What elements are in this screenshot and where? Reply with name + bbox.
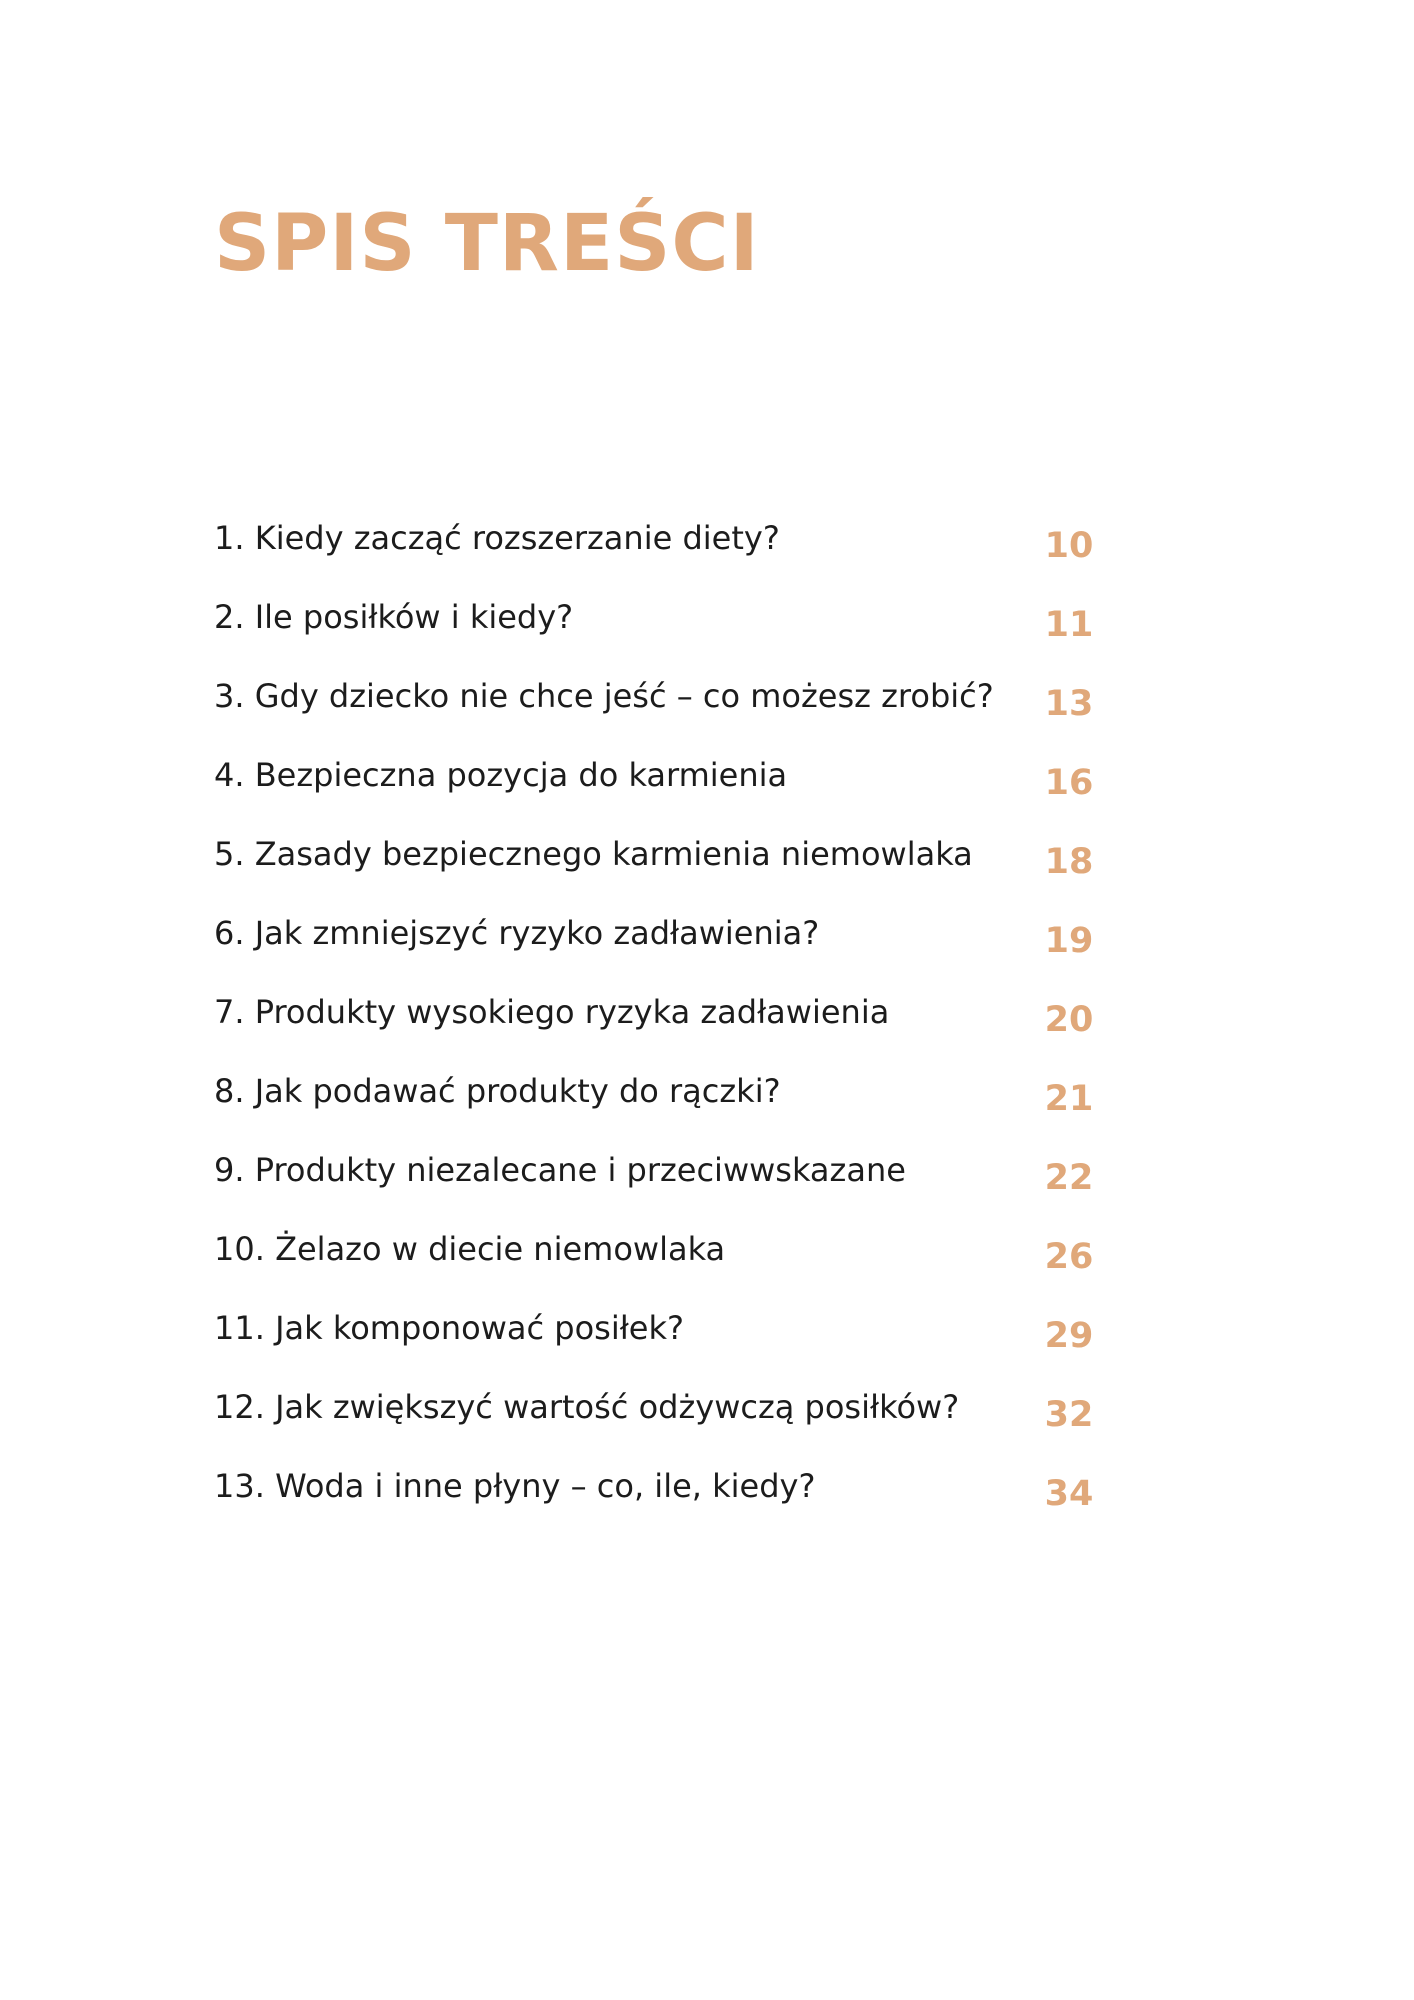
toc-entry[interactable] <box>214 979 1134 1058</box>
toc-entry[interactable] <box>214 1295 1134 1374</box>
toc-entry-label: 5. Zasady bezpiecznego karmienia niemowlaka <box>214 835 973 873</box>
toc-entry-label: 10. Żelazo w diecie niemowlaka <box>214 1230 726 1268</box>
toc-entry-page-number: 10 <box>1044 526 1094 566</box>
toc-entry-page-number: 16 <box>1044 763 1094 803</box>
toc-entry[interactable] <box>214 1374 1134 1453</box>
toc-entry-label: 12. Jak zwiększyć wartość odżywczą posiłków? <box>214 1388 960 1426</box>
toc-entry[interactable] <box>214 742 1134 821</box>
toc-entry[interactable] <box>214 821 1134 900</box>
toc-entry-label: 11. Jak komponować posiłek? <box>214 1309 684 1347</box>
page-title: SPIS TREŚCI <box>214 199 760 289</box>
toc-entry-page-number: 13 <box>1044 684 1094 724</box>
toc-entry-page-number: 26 <box>1044 1237 1094 1277</box>
toc-entry-page-number: 32 <box>1044 1395 1094 1435</box>
toc-entry[interactable] <box>214 663 1134 742</box>
toc-entry-page-number: 19 <box>1044 921 1094 961</box>
toc-entry-label: 9. Produkty niezalecane i przeciwwskazane <box>214 1151 906 1189</box>
toc-entry[interactable] <box>214 1216 1134 1295</box>
toc-entry-label: 1. Kiedy zacząć rozszerzanie diety? <box>214 519 780 557</box>
toc-entry-label: 3. Gdy dziecko nie chce jeść – co możesz zrobić? <box>214 677 994 715</box>
toc-entry-page-number: 11 <box>1044 605 1094 645</box>
toc-entry-label: 8. Jak podawać produkty do rączki? <box>214 1072 781 1110</box>
toc-entry-label: 6. Jak zmniejszyć ryzyko zadławienia? <box>214 914 820 952</box>
toc-entry[interactable] <box>214 505 1134 584</box>
toc-entry-page-number: 21 <box>1044 1079 1094 1119</box>
toc-entry-page-number: 18 <box>1044 842 1094 882</box>
toc-entry-label: 7. Produkty wysokiego ryzyka zadławienia <box>214 993 890 1031</box>
toc-entry[interactable] <box>214 1137 1134 1216</box>
toc-entry-label: 4. Bezpieczna pozycja do karmienia <box>214 756 788 794</box>
toc-entry[interactable] <box>214 584 1134 663</box>
toc-entry-page-number: 34 <box>1044 1474 1094 1514</box>
toc-entry-page-number: 20 <box>1044 1000 1094 1040</box>
toc-entry[interactable] <box>214 1453 1134 1532</box>
toc-entry-page-number: 22 <box>1044 1158 1094 1198</box>
toc-entry[interactable] <box>214 1058 1134 1137</box>
table-of-contents <box>214 505 1134 1532</box>
toc-entry-label: 13. Woda i inne płyny – co, ile, kiedy? <box>214 1467 816 1505</box>
toc-entry-label: 2. Ile posiłków i kiedy? <box>214 598 574 636</box>
toc-entry-page-number: 29 <box>1044 1316 1094 1356</box>
toc-entry[interactable] <box>214 900 1134 979</box>
